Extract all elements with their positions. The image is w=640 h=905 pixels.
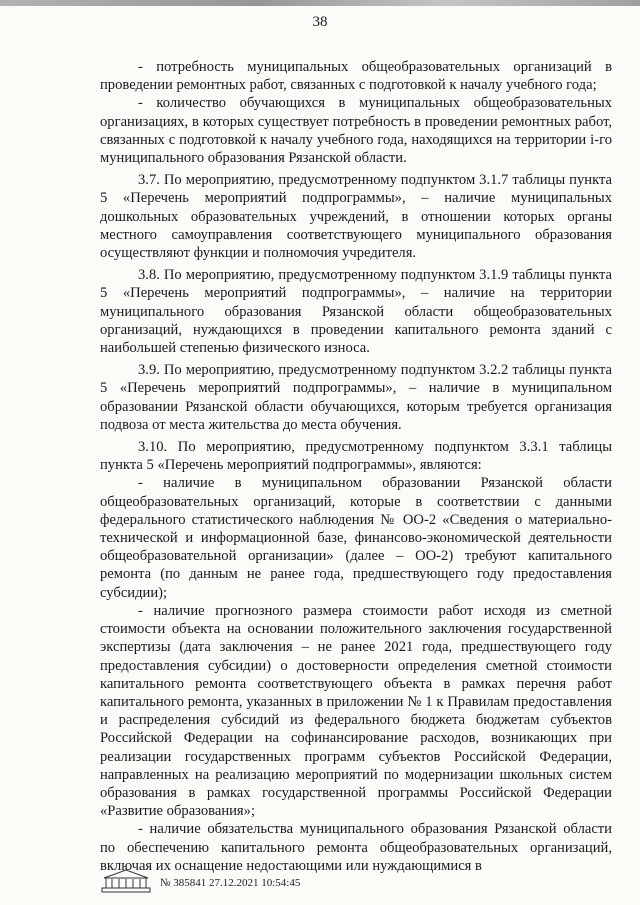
paragraph: - наличие прогнозного размера стоимости работ исходя из сметной стоимости объекта на основании положительного заключения государственной экспертизы (дата заключения – не ранее 2021 года, предшествующего году предоставления субсидии) о достоверности определения сметной стоимости капитального ремонта соответствующего объекта в рамках перечня работ капитального ремонта, указанных в приложении № 1 к Правилам предоставления и распределения субсидий из федерального бюджета бюджетам субъектов Российской Федерации на софинансирование расходов, возникающих при реализации государственных программ субъектов Российской Федерации, направленных на реализацию мероприятий по модернизации школьных систем образования в рамках государственной программы Российской Федерации «Развитие образования»; [100,602,612,820]
paragraph: - количество обучающихся в муниципальных общеобразовательных организациях, в которых существует потребность в проведении ремонтных работ, связанных с подготовкой к началу учебного года, находящихся на территории i-го муниципального образования Рязанской области. [100,95,612,167]
scan-top-edge [0,0,640,6]
paragraph: 3.10. По мероприятию, предусмотренному подпунктом 3.3.1 таблицы пункта 5 «Перечень мероприятий подпрограммы», являются: [100,439,612,474]
paragraph: 3.9. По мероприятию, предусмотренному подпунктом 3.2.2 таблицы пункта 5 «Перечень мероприятий подпрограммы», – наличие в муниципальном образовании Рязанской области обучающихся, которым требуется организация подвоза от места жительства до места обучения. [100,362,612,433]
document-stamp: № 385841 27.12.2021 10:54:45 [160,877,301,889]
paragraph: - наличие в муниципальном образовании Рязанской области общеобразовательных организаций, которые в соответствии с данными федерального статистического наблюдения № ОО-2 «Сведения о материально-технической и информационной базе, финансово-экономической деятельности общеобразовательной организации» (далее – ОО-2) требуют капитального ремонта (по данным не ранее года, предшествующего году предоставления субсидии); [100,475,612,601]
document-footer [100,866,300,894]
paragraph: 3.8. По мероприятию, предусмотренному подпунктом 3.1.9 таблицы пункта 5 «Перечень мероприятий подпрограммы», – наличие на территории муниципального образования Рязанской области общеобразовательных организаций, нуждающихся в проведении капитального ремонта зданий с наибольшей степенью физического износа. [100,267,612,357]
paragraph: - наличие обязательства муниципального образования Рязанской области по обеспечению капитального ремонта общеобразовательных организаций, включая их оснащение недостающими или нуждающимися в [100,821,612,874]
paragraph: - потребность муниципальных общеобразовательных организаций в проведении ремонтных работ, связанных с подготовкой к началу учебного года; [100,59,612,94]
document-body [100,58,612,875]
building-emblem-icon [100,866,152,894]
page-number: 38 [312,14,328,30]
paragraph: 3.7. По мероприятию, предусмотренному подпунктом 3.1.7 таблицы пункта 5 «Перечень мероприятий подпрограммы», – наличие муниципальных дошкольных образовательных учреждений, в отношении которых органы местного самоуправления соответствующего муниципального образования осуществляют функции и полномочия учредителя. [100,172,612,262]
